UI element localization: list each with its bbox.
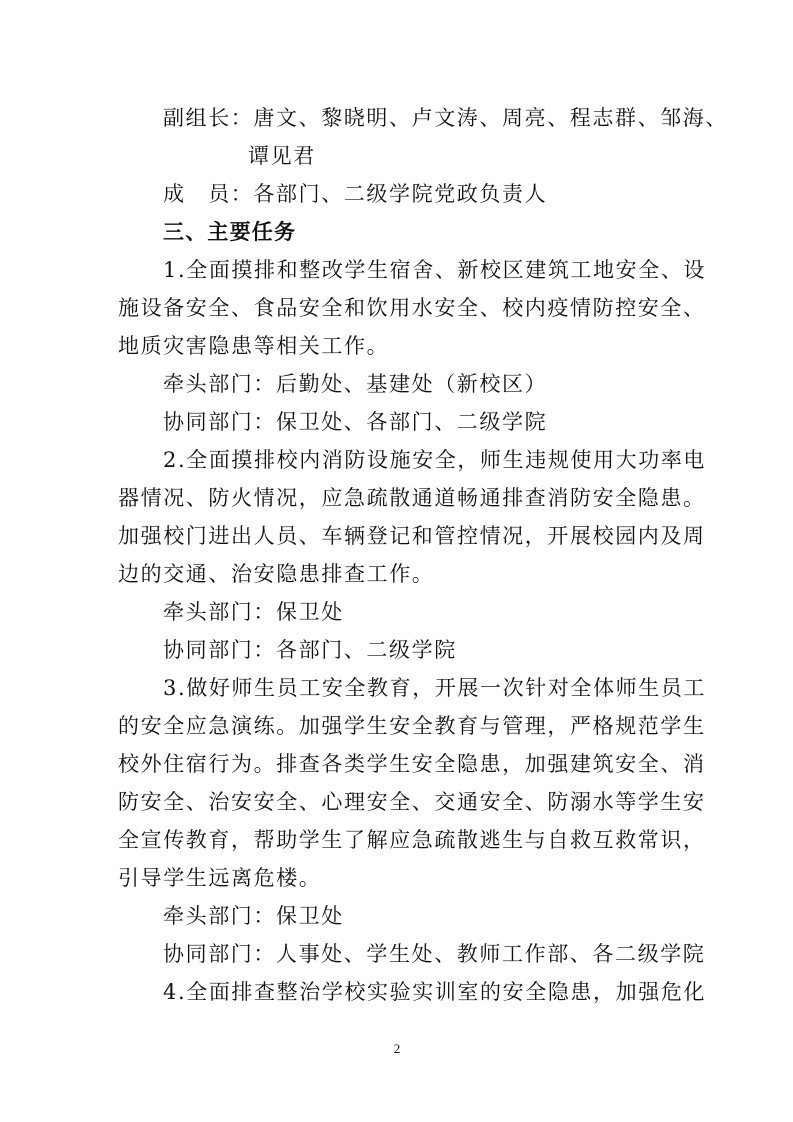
task-3-paragraph-line: 3.做好师生员工安全教育，开展一次针对全体师生员工 [163,676,707,700]
task-1-cooperating-departments: 协同部门：保卫处、各部门、二级学院 [163,410,548,434]
task-3-paragraph-line: 校外住宿行为。排查各类学生安全隐患，加强建筑安全、消 [118,752,706,776]
task-3-paragraph-line: 全宣传教育，帮助学生了解应急疏散逃生与自救互救常识， [118,828,706,852]
task-2-cooperating-departments: 协同部门：各部门、二级学院 [163,638,457,662]
task-1-paragraph-line: 施设备安全、食品安全和饮用水安全、校内疫情防控安全、 [118,296,706,320]
page-number: 2 [393,1041,401,1056]
deputy-leaders-continuation: 谭见君 [248,144,316,168]
members-line: 成 员：各部门、二级学院党政负责人 [163,182,548,206]
task-1-paragraph-line: 地质灾害隐患等相关工作。 [118,334,390,358]
deputy-leaders-line: 副组长：唐文、黎晓明、卢文涛、周亮、程志群、邹海、 [163,106,728,130]
task-2-paragraph-line: 边的交通、治安隐患排查工作。 [118,562,435,586]
task-3-paragraph-line: 防安全、治安安全、心理安全、交通安全、防溺水等学生安 [118,790,706,814]
task-2-lead-department: 牵头部门：保卫处 [163,600,344,624]
task-2-paragraph-line: 2.全面摸排校内消防设施安全，师生违规使用大功率电 [163,448,707,472]
task-3-paragraph-line: 引导学生远离危楼。 [118,866,322,890]
task-3-cooperating-departments: 协同部门：人事处、学生处、教师工作部、各二级学院 [163,942,706,966]
task-3-lead-department: 牵头部门：保卫处 [163,904,344,928]
task-1-lead-department: 牵头部门：后勤处、基建处（新校区） [163,372,548,396]
task-2-paragraph-line: 加强校门进出人员、车辆登记和管控情况，开展校园内及周 [118,524,706,548]
task-3-paragraph-line: 的安全应急演练。加强学生安全教育与管理，严格规范学生 [118,714,706,738]
section-heading: 三、主要任务 [163,220,297,244]
task-2-paragraph-line: 器情况、防火情况，应急疏散通道畅通排查消防安全隐患。 [118,486,706,510]
task-4-paragraph-line: 4.全面排查整治学校实验实训室的安全隐患，加强危化 [163,980,707,1004]
task-1-paragraph-line: 1.全面摸排和整改学生宿舍、新校区建筑工地安全、设 [163,258,707,282]
